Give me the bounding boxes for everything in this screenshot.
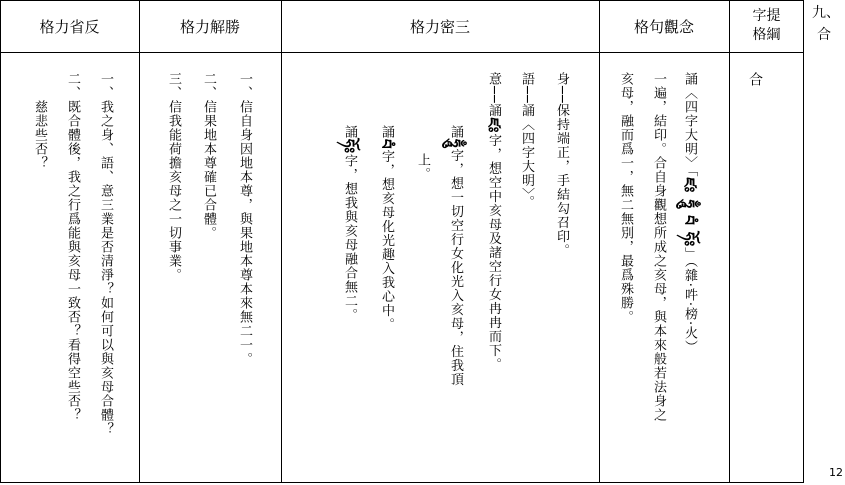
header-divider xyxy=(0,52,804,53)
column-divider-1 xyxy=(139,0,140,483)
column-divider-2 xyxy=(281,0,282,483)
header-outline xyxy=(729,0,804,52)
outline-body: 合 xyxy=(747,72,763,87)
secret-mind-2-cont: 上。 xyxy=(415,153,430,181)
secret-speech: 語──誦〈四字大明〉。 xyxy=(519,72,534,210)
secret-mind-2: 誦ཧཱུྃ字，想一切空行女化光入亥母，住我頂 xyxy=(446,125,464,387)
page-number: 12 xyxy=(829,466,843,479)
header-reflection: 格力省反 xyxy=(39,17,100,36)
visualization-line-3: 亥母，融而爲一，無二無別，最爲殊勝。 xyxy=(618,72,633,324)
header-outline-line1: 字提 xyxy=(752,8,781,24)
secret-body: 身──保持端正，手結勾召印。 xyxy=(554,72,569,258)
reflection-1: 一、我之身、語、意三業是否清淨？如何可以與亥母合體？ xyxy=(98,72,113,436)
visualization-line-1: 誦〈四字大明〉「ཛཿ ཧཱུྃ བཾ ཧོཿ」（雜·吽·榜·火） xyxy=(680,72,698,355)
section-label: 九、合 xyxy=(812,5,840,43)
secret-mind-4: 誦ཧོཿ字，想我與亥母融合無二。 xyxy=(340,125,358,323)
tibetan-dza-icon: ཛཿ xyxy=(484,117,502,134)
tibetan-hum-icon: ཧཱུྃ xyxy=(446,139,464,149)
tibetan-mantra: ཛཿ ཧཱུྃ བཾ ཧོཿ xyxy=(680,177,698,248)
header-three-secrets: 格力密三 xyxy=(409,17,470,36)
header-outline-line2: 格綱 xyxy=(752,27,781,43)
tibetan-ho-icon: ཧོཿ xyxy=(340,139,358,155)
secret-mind-1: 意──誦ཛཿ字，想空中亥母及諸空行女冉冉而下。 xyxy=(484,72,502,372)
tibetan-bam-icon: བཾ xyxy=(377,139,395,150)
reflection-2: 二、既合體後，我之行爲能與亥母一致否？看得空些否？ xyxy=(65,72,80,422)
header-superiority: 格力解勝 xyxy=(179,17,240,36)
superiority-1: 一、信自身因地本尊，與果地本尊本來無二一。 xyxy=(237,72,252,366)
secret-mind-3: 誦བཾ字，想亥母化光趣入我心中。 xyxy=(377,125,395,332)
superiority-3: 三、信我能荷擔亥母之一切事業。 xyxy=(166,72,181,282)
header-visualization: 格句觀念 xyxy=(633,17,694,36)
column-divider-4 xyxy=(729,0,730,483)
reflection-3: 慈悲些否？ xyxy=(32,100,47,170)
column-divider-3 xyxy=(599,0,600,483)
visualization-line-2: 一遍，結印。合自身觀想所成之亥母，與本來般若法身之 xyxy=(651,72,666,422)
superiority-2: 二、信果地本尊確已合體。 xyxy=(201,72,216,240)
